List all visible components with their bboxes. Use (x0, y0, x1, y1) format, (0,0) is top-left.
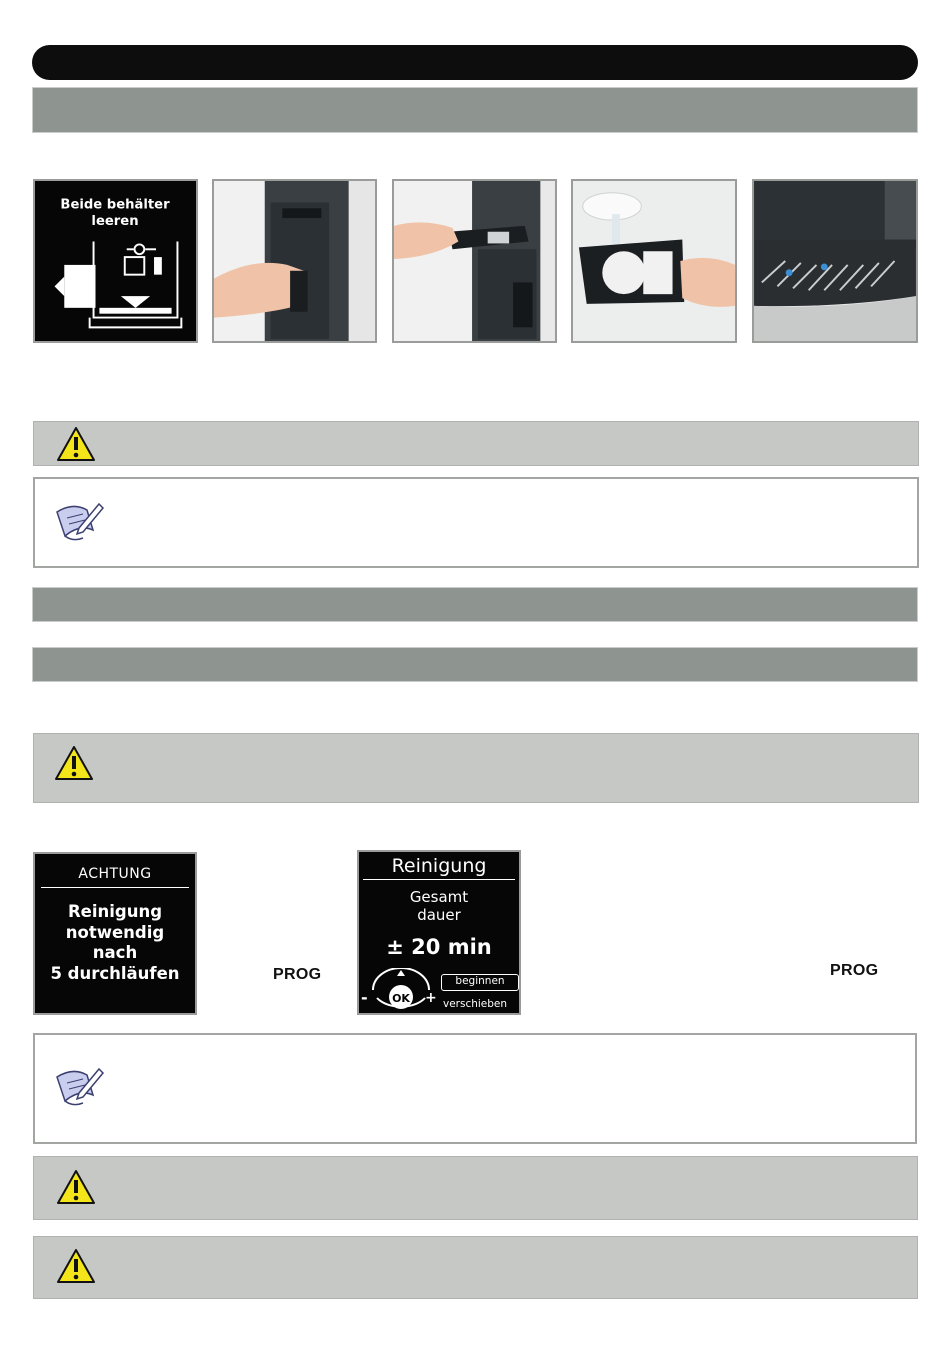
display-caption-line-1: Beide behälter (60, 197, 170, 213)
dial-plus: + (425, 990, 437, 1006)
ok-label: OK (392, 992, 410, 1005)
display-title: Reinigung (391, 855, 487, 877)
hand-lifting-drip-tray-insert-icon (394, 181, 555, 341)
note-pencil-icon (53, 498, 105, 546)
cleaning-start-display (357, 850, 521, 1015)
display-warning-message: Reinigung notwendig nach 5 durchläufen (50, 902, 180, 983)
display-divider (363, 879, 515, 880)
hand-rinsing-tray-insert-icon (573, 181, 735, 341)
display-divider (41, 887, 189, 888)
step-image-drip-grid (752, 179, 918, 343)
step-image-display (33, 179, 198, 343)
note-box (33, 477, 919, 568)
start-option: beginnen (441, 974, 519, 991)
section-title-bar (32, 647, 918, 682)
cleaning-required-display (33, 852, 197, 1015)
step-image-lift-insert (392, 179, 557, 343)
note-box (33, 1033, 917, 1144)
section-title-bar (32, 587, 918, 622)
warning-triangle-icon (56, 1248, 96, 1284)
dial-minus: - (361, 988, 368, 1007)
prog-button-label: PROG (273, 966, 322, 983)
warning-box (33, 1236, 918, 1299)
step-image-rinse-insert (571, 179, 737, 343)
warning-box (33, 733, 919, 803)
svg-text:leeren: leeren (91, 213, 139, 229)
warning-triangle-icon (56, 1169, 96, 1205)
prog-button-label: PROG (830, 962, 879, 979)
warning-box (33, 421, 919, 466)
section-title-bar (32, 87, 918, 133)
display-empty-containers-icon (35, 181, 196, 341)
chapter-header-bar (32, 45, 918, 80)
note-pencil-icon (53, 1063, 105, 1111)
display-warning-title: ACHTUNG (78, 866, 152, 882)
hand-removing-grounds-container-icon (214, 181, 375, 341)
warning-triangle-icon (54, 745, 94, 781)
postpone-option: verschieben (443, 998, 508, 1010)
drip-tray-grid-icon (754, 181, 916, 341)
warning-box (33, 1156, 918, 1220)
step-image-remove-container (212, 179, 377, 343)
display-duration: ± 20 min (386, 935, 492, 959)
warning-triangle-icon (56, 426, 96, 462)
display-subtitle: Gesamt dauer (409, 888, 469, 924)
